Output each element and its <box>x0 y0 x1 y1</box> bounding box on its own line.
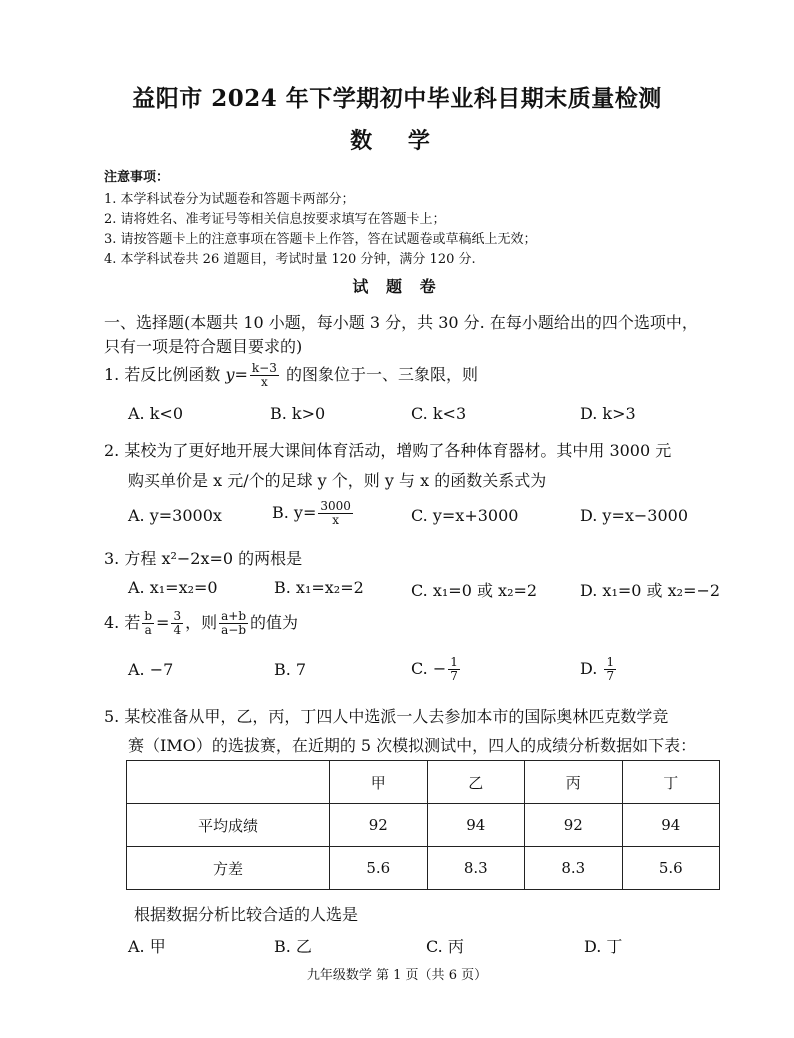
q1-option-b[interactable]: B. k>0 <box>270 404 326 423</box>
table-cell: 92 <box>525 804 623 847</box>
table-header-cell: 丁 <box>622 761 720 804</box>
q4-option-b[interactable]: B. 7 <box>274 660 307 679</box>
note-item: 1. 本学科试卷分为试题卷和答题卡两部分； <box>104 192 355 207</box>
q2-option-b-label: B. y= <box>272 503 317 522</box>
q4-f2-num: 3 <box>173 608 182 623</box>
table-row <box>127 847 720 890</box>
q1-frac-num: k−3 <box>251 360 277 375</box>
q5-option-d[interactable]: D. 丁 <box>584 937 623 956</box>
q2-frac-num: 3000 <box>320 498 351 513</box>
table-row <box>127 804 720 847</box>
q5-option-c[interactable]: C. 丙 <box>426 937 464 956</box>
q4-c-num: 1 <box>450 654 458 669</box>
q4-f1-den: a <box>144 623 152 637</box>
table-row <box>127 761 720 804</box>
q5-option-b[interactable]: B. 乙 <box>274 937 312 956</box>
q4-option-c[interactable] <box>411 650 462 688</box>
q5-option-a[interactable]: A. 甲 <box>128 937 166 956</box>
q1-option-c[interactable]: C. k<3 <box>411 404 467 423</box>
table-header-cell: 甲 <box>330 761 428 804</box>
note-item: 2. 请将姓名、准考证号等相关信息按要求填写在答题卡上； <box>104 212 446 227</box>
table-cell: 8.3 <box>525 847 623 890</box>
question-2: 2. 某校为了更好地开展大课间体育活动，增购了各种体育器材。其中用 3000 元 <box>104 441 672 460</box>
question-5-prompt: 根据数据分析比较合适的人选是 <box>134 905 359 924</box>
notes-heading: 注意事项： <box>104 170 170 185</box>
q4-f2-den: 4 <box>173 623 182 637</box>
table-cell: 92 <box>330 804 428 847</box>
table-cell: 5.6 <box>330 847 428 890</box>
subject-title: 数 学 <box>350 128 444 154</box>
part1-heading: 一、选择题(本题共 10 小题，每小题 3 分，共 30 分. 在每小题给出的四个选项中， <box>104 313 698 332</box>
q4-option-d-label: D. <box>580 659 598 678</box>
table-cell: 8.3 <box>427 847 525 890</box>
q3-option-a[interactable]: A. x₁=x₂=0 <box>128 578 218 597</box>
q3-option-d[interactable]: D. x₁=0 或 x₂=−2 <box>580 581 721 600</box>
q4-option-a[interactable]: A. −7 <box>128 660 174 679</box>
q4-option-c-label: C. − <box>411 659 447 678</box>
q4-f1-num: b <box>144 608 153 623</box>
table-row-label: 平均成绩 <box>127 804 330 847</box>
question-5: 5. 某校准备从甲，乙，丙，丁四人中选派一人去参加本市的国际奥林匹克数学竞 <box>104 707 669 726</box>
question-4 <box>104 604 298 642</box>
q4-pre: 4. 若 <box>104 613 141 632</box>
q1-eq: = <box>234 365 248 384</box>
table-cell: 5.6 <box>622 847 720 890</box>
question-3: 3. 方程 x²−2x=0 的两根是 <box>104 549 303 568</box>
table-header-cell: 乙 <box>427 761 525 804</box>
q2-option-d[interactable]: D. y=x−3000 <box>580 506 689 525</box>
note-item: 4. 本学科试卷共 26 道题目，考试时量 120 分钟，满分 120 分. <box>104 252 476 267</box>
q2-frac-den: x <box>332 513 340 527</box>
q1-post: 的图象位于一、三象限，则 <box>285 365 478 384</box>
q4-option-d-fraction <box>604 656 616 683</box>
q1-fraction <box>250 362 279 389</box>
q3-option-c[interactable]: C. x₁=0 或 x₂=2 <box>411 581 538 600</box>
q2-option-a[interactable]: A. y=3000x <box>128 506 222 525</box>
q2-option-b-fraction <box>318 500 353 527</box>
q4-mid: ，则 <box>185 613 218 632</box>
table-cell: 94 <box>622 804 720 847</box>
q4-option-d[interactable] <box>580 650 618 688</box>
question-5-cont: 赛（IMO）的选拔赛，在近期的 5 次模拟测试中，四人的成绩分析数据如下表： <box>128 736 697 755</box>
score-table <box>126 760 720 890</box>
section-title: 试 题 卷 <box>352 277 442 296</box>
table-header-cell: 丙 <box>525 761 623 804</box>
q1-pre: 1. 若反比例函数 <box>104 365 221 384</box>
q1-option-a[interactable]: A. k<0 <box>128 404 184 423</box>
q4-post: 的值为 <box>250 613 299 632</box>
q4-d-num: 1 <box>606 654 615 669</box>
q1-option-d[interactable]: D. k>3 <box>580 404 636 423</box>
table-row-label: 方差 <box>127 847 330 890</box>
q4-c-den: 7 <box>450 669 458 683</box>
q2-option-c[interactable]: C. y=x+3000 <box>411 506 519 525</box>
question-2-cont: 购买单价是 x 元/个的足球 y 个，则 y 与 x 的函数关系式为 <box>128 471 547 490</box>
table-cell: 94 <box>427 804 525 847</box>
q2-option-b[interactable] <box>272 496 355 530</box>
q1-frac-den: x <box>261 375 268 389</box>
q4-fraction-ab <box>219 610 248 637</box>
q4-f3-den: a−b <box>221 623 246 637</box>
exam-title: 益阳市 2024 年下学期初中毕业科目期末质量检测 <box>132 85 662 112</box>
note-item: 3. 请按答题卡上的注意事项在答题卡上作答，答在试题卷或草稿纸上无效； <box>104 232 537 247</box>
q4-fraction-34 <box>171 610 183 637</box>
table-corner-cell <box>127 761 330 804</box>
page-footer: 九年级数学 第 1 页（共 6 页） <box>306 968 488 983</box>
q4-f3-num: a+b <box>221 608 246 623</box>
q4-fraction-ba <box>142 610 154 637</box>
question-1 <box>104 358 478 392</box>
q4-eq: = <box>156 613 170 632</box>
part1-heading-cont: 只有一项是符合题目要求的) <box>104 337 303 356</box>
q1-var: y <box>225 365 235 384</box>
q4-d-den: 7 <box>606 669 615 683</box>
q3-option-b[interactable]: B. x₁=x₂=2 <box>274 578 364 597</box>
q4-option-c-fraction <box>448 656 460 683</box>
